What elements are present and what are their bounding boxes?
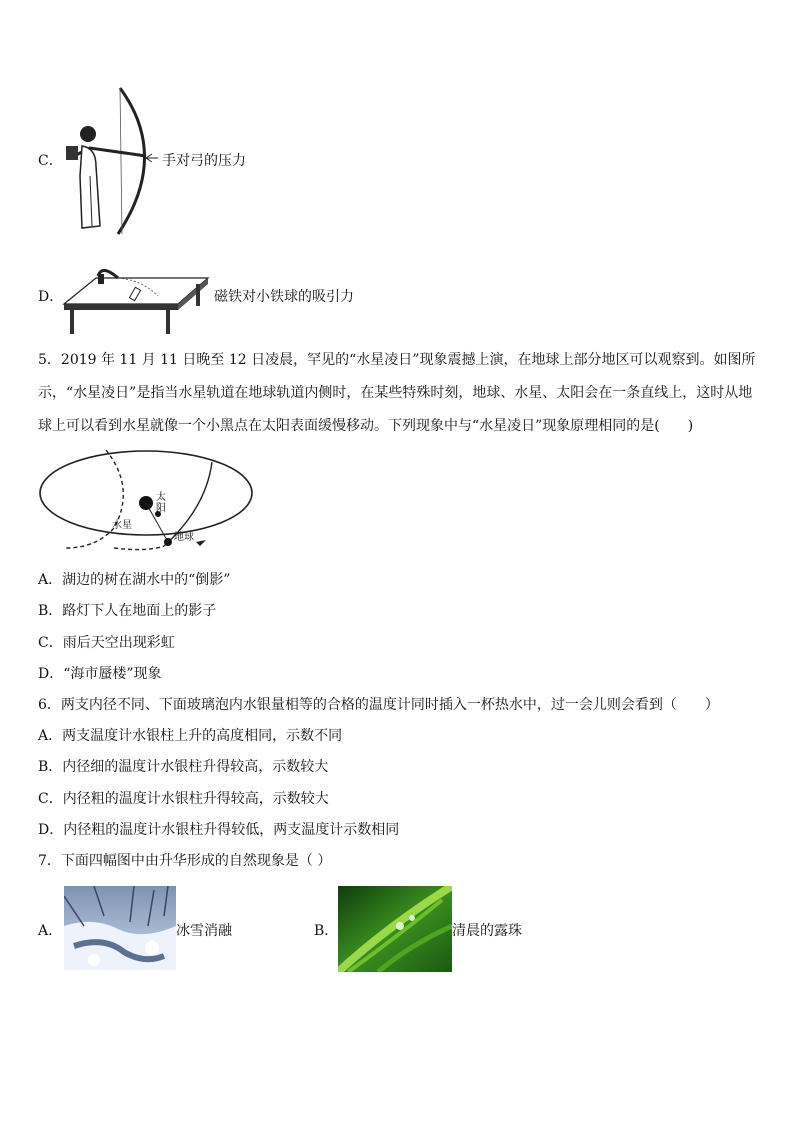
q6-option-b: B．内径细的温度计水银柱升得较高，示数较大 [38,759,329,775]
option-c-caption: 手对弓的压力 [162,153,246,169]
mercury-transit-diagram [36,448,256,554]
q7-option-b-caption: 清晨的露珠 [452,923,522,939]
snow-melting-photo [64,886,176,970]
question-5-text: 5．2019 年 11 月 11 日晚至 12 日凌晨，罕见的“水星凌日”现象震撼上演，在地球上部分地区可以观察到。如图所示，“水星凌日”是指当水星轨道在地球轨道内侧时，在某些特殊时刻，地球、水星、太阳会在一条直线上，这时从地球上可以看到水星就像一个小黑点在太阳表面缓慢移动。下列现象中与“水星凌日”现象原理相同的是( ) [38,352,756,434]
q6-option-d: D．内径粗的温度计水银柱升得较低，两支温度计示数相同 [38,822,400,838]
q5-option-c: C．雨后天空出现彩虹 [38,635,175,651]
q6-option-c: C．内径粗的温度计水银柱升得较高，示数较大 [38,791,329,807]
q5-option-d: D．“海市蜃楼”现象 [38,666,162,682]
sun-label-1: 太 [156,492,166,503]
archer-figure [60,86,160,236]
q7-option-b-letter: B． [314,923,339,939]
option-d-letter: D． [38,289,64,305]
question-7-text: 7．下面四幅图中由升华形成的自然现象是（ ） [38,853,332,869]
magnet-table-figure [62,260,210,336]
dew-drops-photo [338,886,452,972]
q5-option-b: B．路灯下人在地面上的影子 [38,603,217,619]
option-c-letter: C． [38,153,63,169]
mercury-label: 水星 [112,520,132,531]
q6-option-a: A．两支温度计水银柱上升的高度相同，示数不同 [38,728,343,744]
q7-option-a-caption: 冰雪消融 [176,923,232,939]
sun-label-2: 阳 [156,503,166,514]
earth-label: 地球 [174,532,194,543]
question-6-text: 6．两支内径不同、下面玻璃泡内水银量相等的合格的温度计同时插入一杯热水中，过一会儿则会看到（ ） [38,697,719,713]
option-d-caption: 磁铁对小铁球的吸引力 [214,289,354,305]
q7-option-a-letter: A． [38,923,63,939]
q5-option-a: A．湖边的树在湖水中的“倒影” [38,572,231,588]
